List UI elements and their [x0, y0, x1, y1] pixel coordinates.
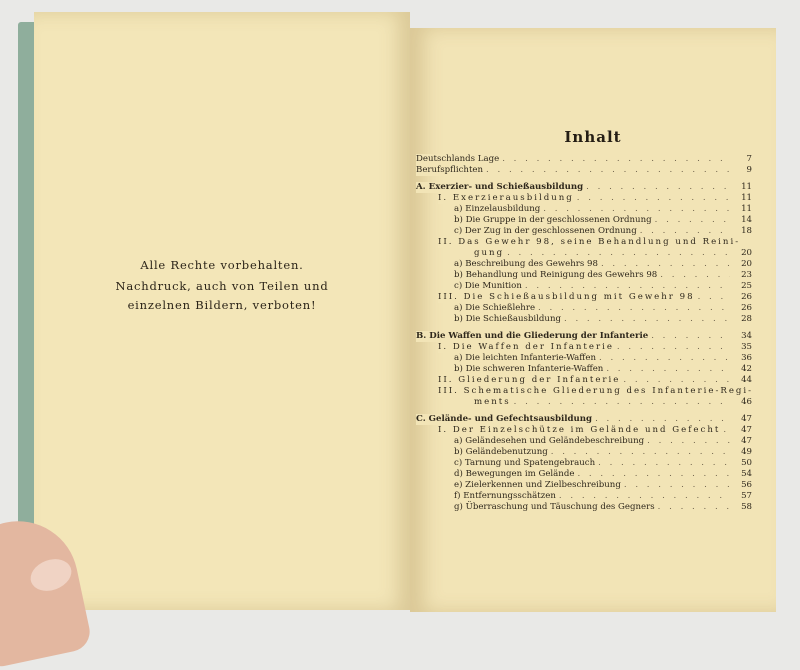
toc-entry-page: 11 [741, 182, 752, 192]
toc-entry-label: b) Behandlung und Reinigung des Gewehrs 98 [454, 270, 660, 281]
toc-entry [416, 425, 752, 436]
toc-entry [416, 259, 752, 270]
toc-entry [416, 248, 752, 259]
toc-entry-label: g) Überraschung und Täuschung des Gegners [454, 502, 658, 513]
toc-entry-page: 26 [741, 292, 752, 302]
toc-entry [416, 331, 752, 342]
toc-entry [416, 502, 752, 513]
toc-entry-label: c) Der Zug in der geschlossenen Ordnung [454, 226, 640, 237]
table-of-contents [416, 154, 752, 513]
toc-entry-label: a) Beschreibung des Gewehrs 98 [454, 259, 601, 270]
toc-entry-label: I. Exerzierausbildung [438, 193, 577, 204]
toc-leader-dots [723, 425, 730, 436]
toc-entry-label: III. Schematische Gliederung des Infanterie-Regi- [438, 386, 756, 397]
toc-entry-page: 54 [741, 469, 752, 479]
toc-entry-label: I. Die Waffen der Infanterie [438, 342, 617, 353]
toc-entry [416, 447, 752, 458]
toc-entry [416, 414, 752, 425]
toc-leader-dots [624, 480, 730, 491]
toc-entry-label: II. Gliederung der Infanterie [438, 375, 623, 386]
toc-entry-page: 11 [741, 193, 752, 203]
toc-entry [416, 154, 752, 165]
toc-entry [416, 480, 752, 491]
toc-entry-label: ments [474, 397, 514, 408]
toc-leader-dots [564, 314, 730, 325]
toc-leader-dots [595, 414, 730, 425]
toc-entry-page: 14 [741, 215, 752, 225]
toc-entry-label: b) Die Schießausbildung [454, 314, 564, 325]
toc-entry [416, 281, 752, 292]
toc-entry-label: Berufspflichten [416, 165, 486, 176]
toc-leader-dots [502, 154, 730, 165]
toc-entry-label: f) Entfernungsschätzen [454, 491, 559, 502]
toc-entry-page: 25 [741, 281, 752, 291]
left-page [34, 12, 410, 610]
toc-leader-dots [486, 165, 730, 176]
toc-leader-dots [538, 303, 730, 314]
toc-entry [416, 469, 752, 480]
toc-leader-dots [586, 182, 730, 193]
toc-entry-page: 18 [741, 226, 752, 236]
toc-entry-page: 26 [741, 303, 752, 313]
toc-entry-label: a) Die Schießlehre [454, 303, 538, 314]
toc-entry [416, 458, 752, 469]
toc-entry-page: 7 [746, 154, 752, 164]
toc-entry-label: d) Bewegungen im Gelände [454, 469, 577, 480]
toc-entry-page: 46 [741, 397, 752, 407]
toc-entry [416, 237, 752, 248]
toc-leader-dots [623, 375, 730, 386]
toc-entry-page: 57 [741, 491, 752, 501]
toc-title: Inhalt [564, 128, 622, 146]
copyright-line: einzelnen Bildern, verboten! [127, 298, 317, 312]
toc-entry [416, 193, 752, 204]
toc-leader-dots [660, 270, 730, 281]
toc-entry [416, 270, 752, 281]
toc-leader-dots [599, 353, 730, 364]
toc-entry-label: III. Die Schießausbildung mit Gewehr 98 [438, 292, 698, 303]
toc-entry-label: b) Geländebenutzung [454, 447, 551, 458]
toc-entry [416, 397, 752, 408]
toc-entry-page: 28 [741, 314, 752, 324]
toc-leader-dots [651, 331, 730, 342]
toc-leader-dots [698, 292, 730, 303]
toc-entry-label: C. Gelände- und Gefechtsausbildung [416, 414, 595, 425]
toc-entry-page: 49 [741, 447, 752, 457]
toc-entry-label: gung [474, 248, 507, 259]
toc-entry-page: 58 [741, 502, 752, 512]
toc-leader-dots [577, 193, 730, 204]
toc-entry-label: B. Die Waffen und die Gliederung der Infanterie [416, 331, 651, 342]
toc-entry [416, 353, 752, 364]
toc-leader-dots [601, 259, 730, 270]
toc-leader-dots [543, 204, 730, 215]
copyright-notice [34, 256, 410, 315]
toc-entry-label: c) Die Munition [454, 281, 525, 292]
toc-entry-page: 36 [741, 353, 752, 363]
toc-entry-page: 34 [741, 331, 752, 341]
toc-entry-page: 47 [741, 425, 752, 435]
toc-leader-dots [577, 469, 730, 480]
toc-entry-label: a) Einzelausbildung [454, 204, 543, 215]
toc-entry-page [743, 237, 752, 248]
toc-entry [416, 375, 752, 386]
toc-leader-dots [559, 491, 730, 502]
copyright-line: Nachdruck, auch von Teilen und [115, 279, 329, 293]
right-page [410, 28, 776, 612]
toc-entry-page: 56 [741, 480, 752, 490]
toc-leader-dots [640, 226, 730, 237]
toc-entry-page: 23 [741, 270, 752, 280]
toc-entry-page: 11 [741, 204, 752, 214]
toc-entry [416, 436, 752, 447]
toc-leader-dots [514, 397, 730, 408]
toc-entry [416, 204, 752, 215]
toc-entry-label: b) Die schweren Infanterie-Waffen [454, 364, 606, 375]
toc-entry [416, 226, 752, 237]
toc-entry-page: 47 [741, 414, 752, 424]
toc-entry-label: a) Geländesehen und Geländebeschreibung [454, 436, 647, 447]
toc-leader-dots [658, 502, 730, 513]
toc-entry [416, 303, 752, 314]
toc-leader-dots [551, 447, 730, 458]
toc-entry [416, 314, 752, 325]
toc-entry-page: 44 [741, 375, 752, 385]
toc-entry [416, 165, 752, 176]
toc-leader-dots [617, 342, 730, 353]
toc-entry-label: c) Tarnung und Spatengebrauch [454, 458, 598, 469]
toc-entry [416, 386, 752, 397]
toc-leader-dots [525, 281, 730, 292]
toc-entry-label: I. Der Einzelschütze im Gelände und Gefecht [438, 425, 723, 436]
toc-entry [416, 215, 752, 226]
copyright-line: Alle Rechte vorbehalten. [140, 258, 304, 272]
toc-entry-label: II. Das Gewehr 98, seine Behandlung und Reini- [438, 237, 743, 248]
toc-entry-label: a) Die leichten Infanterie-Waffen [454, 353, 599, 364]
toc-leader-dots [598, 458, 730, 469]
toc-entry-page: 35 [741, 342, 752, 352]
toc-entry-page: 20 [741, 259, 752, 269]
toc-leader-dots [647, 436, 730, 447]
toc-entry-label: Deutschlands Lage [416, 154, 502, 165]
toc-entry-label: b) Die Gruppe in der geschlossenen Ordnung [454, 215, 655, 226]
toc-entry [416, 292, 752, 303]
toc-entry-page: 9 [746, 165, 752, 175]
toc-leader-dots [507, 248, 730, 259]
toc-entry-page: 42 [741, 364, 752, 374]
toc-entry [416, 491, 752, 502]
toc-entry-label: A. Exerzier- und Schießausbildung [416, 182, 586, 193]
toc-entry [416, 364, 752, 375]
toc-entry-page: 20 [741, 248, 752, 258]
toc-entry [416, 342, 752, 353]
toc-entry [416, 182, 752, 193]
toc-leader-dots [655, 215, 730, 226]
toc-leader-dots [606, 364, 730, 375]
toc-entry-label: e) Zielerkennen und Zielbeschreibung [454, 480, 624, 491]
toc-entry-page: 47 [741, 436, 752, 446]
toc-entry-page: 50 [741, 458, 752, 468]
